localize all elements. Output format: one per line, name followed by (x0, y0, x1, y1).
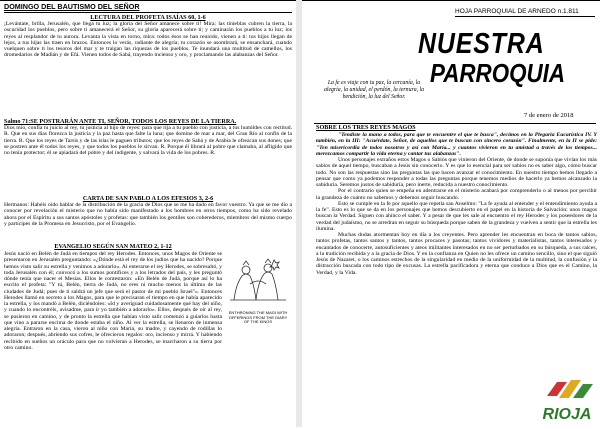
magi-sketch-icon (226, 254, 290, 306)
sketch-caption: ENTHRONING THE MAGI WITH OFFERINGS FROM THE DIARY OF THE KINGS (228, 310, 288, 325)
logo-nuestra: NUESTRA (418, 28, 545, 60)
article-paragraph-1: "Tendiste la mano a todos, para que te encuentre el que te busca", decimos en la Plegaria Eucarística IV. Y también, en la III: "Acuérdate, Señor, de aquellos que te buscan con sincero corazón". Finalmente, en la II se pide: "Ten misericordia de todos nosotros y así con María... y cuantos vivieron en tu amistad a través de los tiempos... merezcamos compartir la vida eterna y cantar tus alabanzas". (316, 132, 597, 157)
psalm-text: Dios mío, confía tu juicio al rey, tu justicia al hijo de reyes: para que rija a tu pueblo con justicia, a tus humildes con rectitud. R. Que en sus días florezca la justicia y la paz hasta que falte la luna; que domine de mar a mar, del Gran Río al confín de la tierra. R. Que los reyes de Tarsis y de las islas le paguen tributos; que los reyes de Sabá y de Arabia le ofrezcan sus dones; que se postren ante él todos los reyes, y que todos los pueblos le sirvan. R. Porque él librará al pobre que clamaba, al afligido que no tenía protector; él se apiadará del pobre y del indigente, y salvará la vida de los pobres. R. (4, 125, 292, 157)
masthead-label: HOJA PARROQUIAL DE ARNEDO n.1.811 (455, 8, 579, 15)
gospel-heading: EVANGELIO SEGÚN SAN MATEO 2, 1-12 (54, 243, 172, 250)
reading1-section (4, 14, 292, 59)
reading2-section (4, 195, 292, 227)
gospel-text-wrap (4, 251, 222, 427)
reading2-text: Hermanos: Habéis oído hablar de la distribución de la gracia de Dios que se me ha dado en favor vuestro. Ya que se me dio a conocer por revelación el misterio que no había sido manifestado a los hombres en otros tiempos, como ha sido revelado ahora por el Espíritu a sus santos apóstoles y profetas: que también los gentiles son coherederos, miembros del mismo cuerpo y partícipes de la Promesa en Jesucristo, por el Evangelio. (4, 202, 292, 227)
rioja-logo-icon (537, 378, 597, 424)
article (316, 124, 597, 276)
gospel-text: Jesús nació en Belén de Judá en tiempos del rey Herodes. Entonces, unos Magos de Oriente se presentaron en Jerusalén preguntando: «¿Dónde está el rey de los judíos que ha nacido? Porque hemos visto salir su estrella y venimos a adorarlo». Al enterarse el rey Herodes, se sobresaltó, y toda Jerusalén con él; convocó a los sumos pontífices y a los letrados del país, y les preguntó dónde tenía que nacer el Mesías. Ellos le contestaron: «En Belén de Judá, porque así lo ha escrito el profeta: "Y tú, Belén, tierra de Judá, no eres ni mucho menos la última de las ciudades de Judá; pues de ti saldrá un jefe que será el pastor de mi pueblo Israel"». Entonces Herodes llamó en secreto a los Magos, para que le precisaran el tiempo en que había aparecido la estrella, y los mandó a Belén, diciéndoles: «Id y averiguad cuidadosamente qué hay del niño, y cuando lo encontréis, avisadme, para ir yo también a adorarlo». Ellos, después de oír al rey, se pusieron en camino, y de pronto la estrella que habían visto salir comenzó a guiarlos hasta que vino a pararse encima de donde estaba el niño. Al ver la estrella, se llenaron de inmensa alegría. Entraron en la casa, vieron al niño con María, su madre, y cayendo de rodillas lo adoraron; después, abriendo sus cofres, le ofrecieron regalos: oro, incienso y mirra. Y habiendo recibido en sueños un oráculo para que no volvieran a Herodes, se marcharon a su tierra por otro camino. (4, 251, 222, 351)
psalm-section (4, 118, 292, 156)
reading2-heading: CARTA DE SAN PABLO A LOS EFESIOS 3, 2-6 (82, 195, 214, 202)
gospel-section (4, 243, 222, 250)
stamp-text: RIOJA (542, 406, 592, 423)
right-top-rule (302, 0, 600, 1)
poem-text: La fe es viaje con tu paz, la cercanía, la alegría, la unidad, el perdón, la ternura, la bendición, la luz del Señor. (323, 80, 425, 100)
article-paragraph-3: Por el contrario quien se empeña en adentrarse en el misterio acabará por comprenderlo o al menos por percibir la grandeza de cuánto no sabemos y debemos seguir buscando. (316, 188, 597, 201)
magi-sketch-illustration (226, 254, 290, 325)
article-paragraph-4: Esto se cumple en la fe por aquello que repetía san Anselmo: "La fe ayuda al entender y el entendimiento ayuda a la fe". Esto es lo que se da en los personajes que hemos descubierto en el papel en la historia de Salvación: unos magos buscan la Verdad. Siguen con ahínco el saber. Y a pesar de que les sale al encuentro el rey Herodes y los poseedores de la verdad del judaísmo, no se arredran en seguir su búsqueda porque saben de la grandeza y vuelven a sentir que la estrella les ilumina. (316, 200, 597, 232)
masthead-rule (455, 16, 595, 17)
psalm-heading: Salmo 71:SE POSTRARÁN ANTE TI, SEÑOR, TODOS LOS REYES DE LA TIERRA. (4, 118, 237, 125)
reading1-text: ¡Levántate, brilla, Jerusalén, que llega tu luz; la gloria del Señor amanece sobre ti! Mira: las tinieblas cubren la tierra, la oscuridad los pueblos, pero sobre ti amanecerá el Señor, su gloria aparecerá sobre ti; y caminarán los pueblos a tu luz; los reyes al resplandor de tu aurora. Levanta la vista en torno, mira: todos ésos se han reunido, vienen a ti: tus hijos llegan de lejos, a tus hijas las traen en brazos. Entonces lo verás, radiante de alegría; tu corazón se asombrará, se ensanchará, cuando vuelquen sobre ti los tesoros del mar y te traigan las riquezas de los pueblos. Te inundará una multitud de camellos, los dromedarios de Madián y de Efá. Vienen todos de Sabá, trayendo incienso y oro, y proclamando las alabanzas del Señor. (4, 21, 292, 59)
article-paragraph-5: Muchas dudas atormentan hoy en día a los creyentes. Pero aprender les encuentran en boca de tantos sabios, tantos profetas, tantos santos y tantos, tantos procaces y pasotas; tantos vividores y materialistas, tantos interesados y encantados de conocerte, autosuficientes y ateos militantes interesados en no ser perturbados en su búsqueda, a sus raíces, a la tradición recibida y a la gracia de Dios. Y en la confianza en Quien no les ofrece un camino sencillo, sino el que siguió Jesús de Nazaret, o los caminos estrechos de la singularidad en medio de la uniformidad de la multitud, la confusión y la distracción buscada con todo tipo de excusas. La estrella pacificadora y eterna que conduce a Dios que es el Camino, la Verdad, y la Vida. (316, 232, 597, 276)
logo-parroquia: PARROQUIA (430, 58, 565, 88)
left-page (0, 0, 296, 427)
issue-date: 7 de enero de 2018 (524, 112, 574, 119)
article-title: SOBRE LOS TRES REYES MAGOS (316, 124, 416, 131)
article-paragraph-2: Unos personajes extraños estos Magos o Sabios que vinieron del Oriente, de donde se suponía que vivían los más sabios de aquel tiempo, buscaban a Jesús sin conocerlo. Y es que lo esencial para ser sabios no es saber algo, cómo buscar todo. No son las respuestas sino las preguntas las que hacen avanzar el conocimiento. En nuestro tiempo hemos llegado a pensar que como ya podemos responder a todas las preguntas porque tenemos medios de hacerlo ya hemos alcanzado la sabiduría. Seremos justos de sabiduría, pero inerte, reducida a nuestro conocimiento. (316, 157, 597, 189)
title-rule (4, 12, 292, 13)
left-top-rule (0, 0, 296, 1)
reading1-heading: LECTURA DEL PROFETA ISAÍAS 60, 1-6 (90, 14, 206, 21)
left-page-title: DOMINGO DEL BAUTISMO DEL SEÑOR (4, 2, 140, 11)
rioja-stamp (537, 378, 597, 424)
